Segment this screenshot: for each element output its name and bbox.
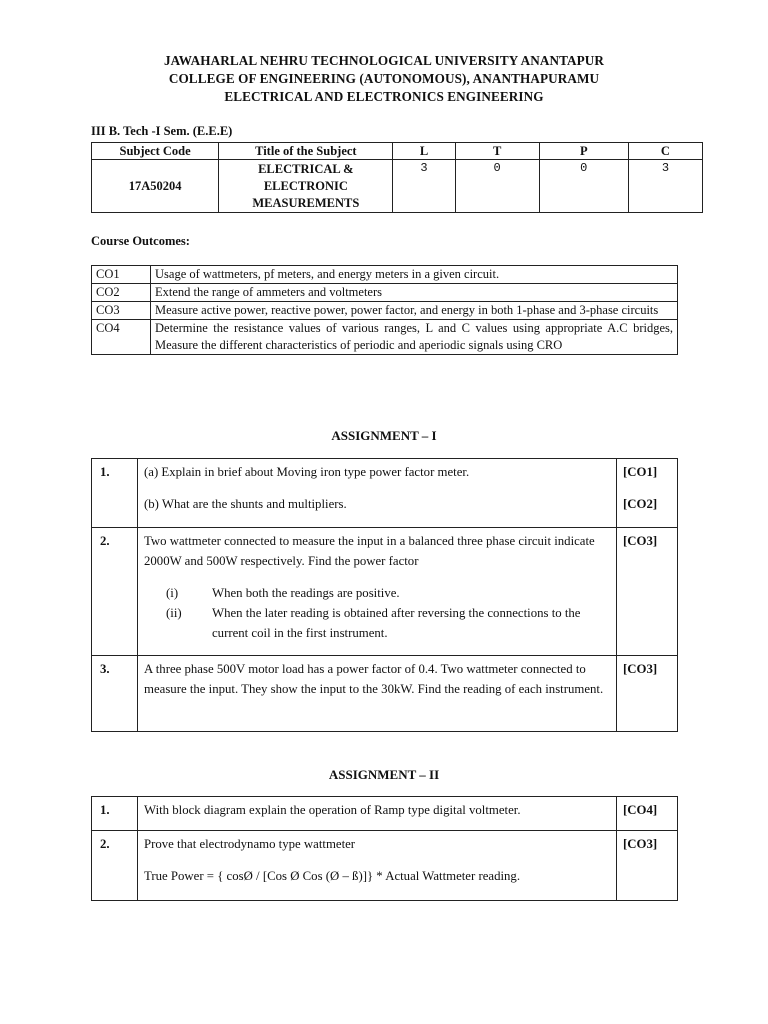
- header-c: C: [628, 143, 702, 160]
- question-row: [92, 797, 678, 831]
- header-subject-title: Title of the Subject: [219, 143, 393, 160]
- outcome-code: CO4: [92, 320, 151, 355]
- outcome-code: CO2: [92, 284, 151, 302]
- question-row: [92, 656, 678, 732]
- question-text: [138, 528, 617, 656]
- question-row: [92, 459, 678, 528]
- outcome-text: Measure active power, reactive power, power factor, and energy in both 1-phase and 3-phase circuits: [151, 302, 678, 320]
- header-l: L: [393, 143, 455, 160]
- course-outcome-tag: [617, 459, 678, 528]
- subject-table: [91, 142, 703, 213]
- question-number: 1.: [92, 459, 138, 528]
- outcome-code: CO3: [92, 302, 151, 320]
- question-part-a: (a) Explain in brief about Moving iron type power factor meter.: [144, 465, 470, 479]
- course-outcome-tag: [CO3]: [617, 831, 678, 901]
- question-row: [92, 528, 678, 656]
- subject-title-line: MEASUREMENTS: [252, 196, 360, 210]
- course-outcome-tag: [CO3]: [617, 656, 678, 732]
- subject-code: 17A50204: [92, 160, 219, 213]
- outcome-row: [92, 266, 678, 284]
- assignment-2-title: ASSIGNMENT – II: [328, 767, 440, 782]
- subject-title: [219, 160, 393, 213]
- sub-question-text: When the later reading is obtained after reversing the connections to the current coil in the first instrument.: [212, 606, 581, 640]
- subject-title-line: ELECTRONIC: [263, 179, 348, 193]
- question-text: With block diagram explain the operation of Ramp type digital voltmeter.: [138, 797, 617, 831]
- question-formula: True Power = { cosØ / [Cos Ø Cos (Ø – ß)]} * Actual Wattmeter reading.: [144, 869, 521, 883]
- outcome-text: Extend the range of ammeters and voltmeters: [151, 284, 678, 302]
- question-number: 3.: [92, 656, 138, 732]
- outcome-text: Usage of wattmeters, pf meters, and energy meters in a given circuit.: [151, 266, 678, 284]
- sub-question-label: (ii): [166, 606, 182, 620]
- question-number: 1.: [92, 797, 138, 831]
- co-tag-a: [CO1]: [623, 465, 658, 479]
- outcome-row: [92, 320, 678, 355]
- value-t: 0: [455, 160, 539, 213]
- header-p: P: [539, 143, 628, 160]
- outcome-row: [92, 302, 678, 320]
- assignment-1-table: [91, 458, 678, 732]
- sub-question: [144, 583, 610, 603]
- value-l: 3: [393, 160, 455, 213]
- subject-table-row: [92, 160, 703, 213]
- outcome-row: [92, 284, 678, 302]
- course-outcome-tag: [CO3]: [617, 528, 678, 656]
- question-number: 2.: [92, 528, 138, 656]
- header-subject-code: Subject Code: [92, 143, 219, 160]
- college-name: COLLEGE OF ENGINEERING (AUTONOMOUS), ANANTHAPURAMU: [168, 71, 600, 86]
- university-name: JAWAHARLAL NEHRU TECHNOLOGICAL UNIVERSITY ANANTAPUR: [163, 53, 605, 68]
- course-outcomes-label: Course Outcomes:: [91, 234, 190, 248]
- question-part-b: (b) What are the shunts and multipliers.: [144, 497, 347, 511]
- question-number: 2.: [92, 831, 138, 901]
- question-text: [138, 459, 617, 528]
- department-name: ELECTRICAL AND ELECTRONICS ENGINEERING: [224, 89, 544, 104]
- assignment-2-table: [91, 796, 678, 901]
- subject-title-line: ELECTRICAL &: [258, 162, 354, 176]
- question-body: Two wattmeter connected to measure the input in a balanced three phase circuit indicate 2000W and 500W respectively. Find the power factor: [144, 534, 595, 568]
- subject-table-header: [92, 143, 703, 160]
- question-text: A three phase 500V motor load has a power factor of 0.4. Two wattmeter connected to measure the input. They show the input to the 30kW. Find the reading of each instrument.: [138, 656, 617, 732]
- course-outcomes-table: [91, 265, 678, 355]
- sub-question-label: (i): [166, 586, 179, 600]
- course-outcome-tag: [CO4]: [617, 797, 678, 831]
- outcome-code: CO1: [92, 266, 151, 284]
- question-body: Prove that electrodynamo type wattmeter: [144, 837, 356, 851]
- outcome-text: Determine the resistance values of various ranges, L and C values using appropriate A.C bridges, Measure the different characteristics of periodic and aperiodic signals using CRO: [151, 320, 678, 355]
- value-c: 3: [628, 160, 702, 213]
- assignment-1-title: ASSIGNMENT – I: [331, 428, 437, 443]
- sub-question-text: When both the readings are positive.: [212, 586, 400, 600]
- semester-label: III B. Tech -I Sem. (E.E.E): [91, 124, 233, 138]
- co-tag-b: [CO2]: [623, 497, 658, 511]
- value-p: 0: [539, 160, 628, 213]
- sub-question: [144, 603, 610, 643]
- question-row: [92, 831, 678, 901]
- question-text: [138, 831, 617, 901]
- header-t: T: [455, 143, 539, 160]
